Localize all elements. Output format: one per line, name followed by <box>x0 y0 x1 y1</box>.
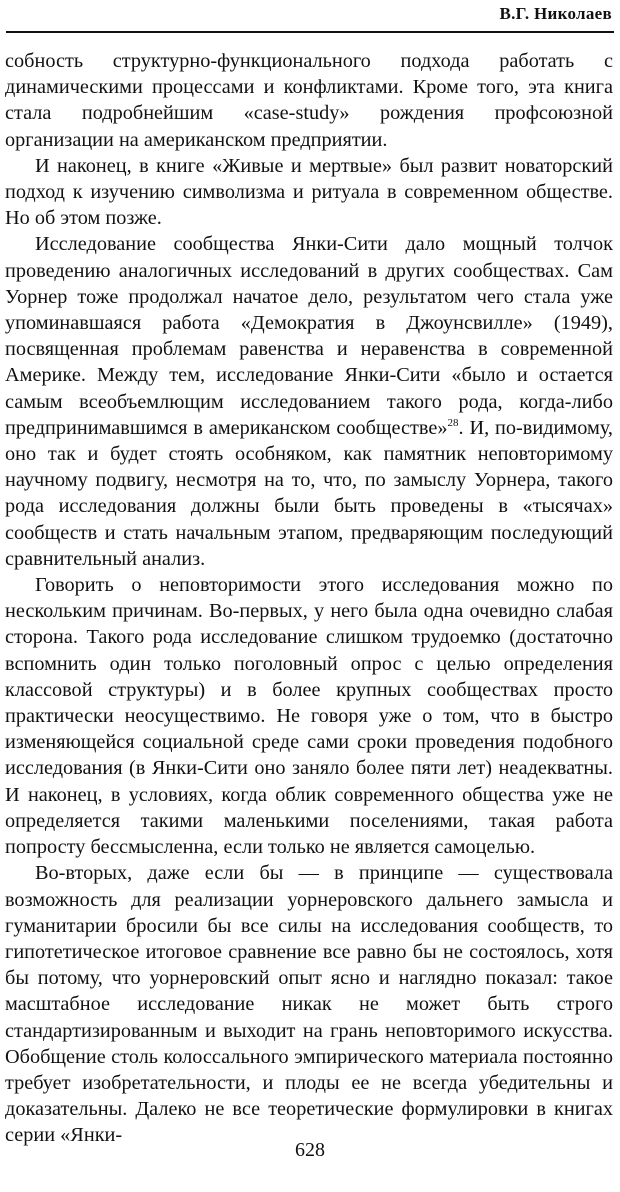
paragraph-2: И наконец, в книге «Живые и мертвые» был развит новаторский подход к изучению символизма и ритуала в современном обществе. Но об этом позже. <box>5 154 613 230</box>
paragraph-5: Во-вторых, даже если бы — в принципе — существовала возможность для реализации уорнеровского дальнего замысла и гуманитарии бросили бы все силы на исследования сообществ, то гипотетическое итоговое сравнение все равно бы не состоялось, хотя бы потому, что уорнеровский опыт ясно и наглядно показал: такое масштабное исследование никак не может быть строго стандартизированным и выходит на грань неповторимого искусства. Обобщение столь колоссального эмпирического материала постоянно требует изобретательности, и плоды ее не всегда убедительны и доказательны. Далеко не все теоретические формулировки в книгах серии «Янки- <box>5 862 613 1147</box>
paragraph-4: Говорить о неповторимости этого исследования можно по нескольким причинам. Во-первых, у него была одна очевидно слабая сторона. Такого рода исследование слишком трудоемко (достаточно вспомнить один только поголовный опрос с целью определения классовой структуры) и в более крупных сообществах просто практически неосуществимо. Не говоря уже о том, что в быстро изменяющейся социальной среде сами сроки проведения подобного исследования (в Янки-Сити оно заняло более пяти лет) неадекватны. И наконец, в условиях, когда облик современного общества уже не определяется такими маленькими поселениями, такая работа попросту бессмысленна, если только не является самоцелью. <box>5 574 613 859</box>
running-head-author: В.Г. Николаев <box>499 4 612 23</box>
header-rule <box>6 31 614 33</box>
page-number: 628 <box>295 1139 325 1161</box>
paragraph-3 <box>5 231 613 572</box>
paragraph-3-part-2: . И, по-видимому, оно так и будет стоять особняком, как памятник неповторимому научному подвигу, несмотря на то, что, по замыслу Уорнера, такого рода исследования должны были быть проведены в «тысячах» сообществ и стать начальным этапом, предваряющим последующий сравнительный анализ. <box>5 416 613 570</box>
footnote-ref-28: 28 <box>447 417 459 430</box>
body-text <box>5 48 613 1149</box>
paragraph-3-part-1: Исследование сообщества Янки-Сити дало мощный толчок проведению аналогичных исследований в других сообществах. Сам Уорнер тоже продолжал начатое дело, результатом чего стала уже упоминавшаяся работа «Демократия в Джоунсвилле» (1949), посвященная проблемам равенства и неравенства в современной Америке. Между тем, исследование Янки-Сити «было и остается самым всеобъемлющим исследованием такого рода, когда-либо предпринимавшимся в американском сообществе» <box>5 233 613 439</box>
paragraph-1-continued: собность структурно-функционального подхода работать с динамическими процессами и конфликтами. Кроме того, эта книга стала подробнейшим «case-study» рождения профсоюзной организации на американском предприятии. <box>5 50 613 151</box>
